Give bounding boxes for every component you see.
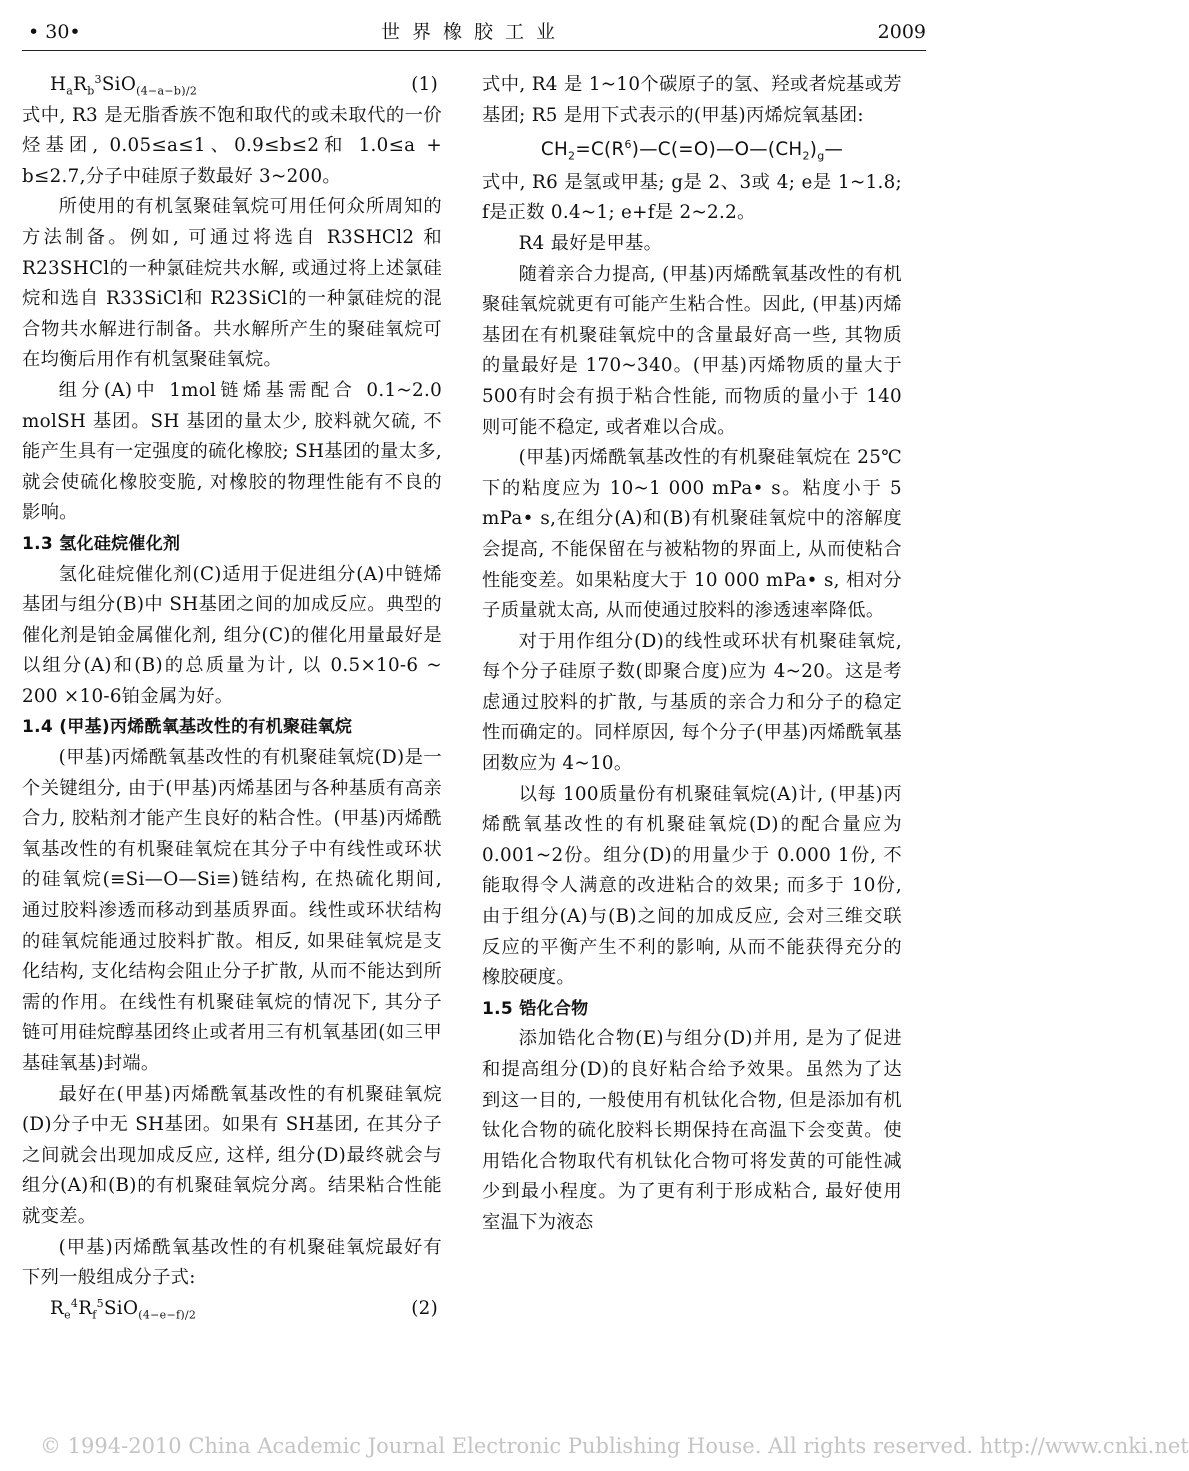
- formula-1: [22, 70, 442, 101]
- page-number: • 30•: [28, 21, 81, 43]
- page-header: [22, 14, 926, 51]
- paragraph: 组分(A)中 1mol链烯基需配合 0.1~2.0 molSH 基团。SH 基团的量太少, 胶料就欠硫, 不能产生具有一定强度的硫化橡胶; SH基团的量太多, 就会使硫化橡胶变脆, 对橡胶的物理性能有不良的影响。: [22, 379, 442, 524]
- paragraph: 最好在(甲基)丙烯酰氧基改性的有机聚硅氧烷(D)分子中无 SH基团。如果有 SH基团, 在其分子之间就会出现加成反应, 这样, 组分(D)最终就会与组分(A)和(B)的有机聚硅氧烷分离。结果粘合性能就变差。: [22, 1083, 442, 1227]
- formula-2: [22, 1294, 442, 1325]
- formula-2-expression: $R_e^4R_f^5SiO_{(4-e-f)/2}$: [50, 1296, 197, 1322]
- issue-year: 2009: [877, 21, 926, 43]
- paragraph: 添加锆化合物(E)与组分(D)并用, 是为了促进和提高组分(D)的良好粘合给予效果。虽然为了达到这一目的, 一般使用有机钛化合物, 但是添加有机钛化合物的硫化胶料长期保持在高温下会变黄。使用锆化合物取代有机钛化合物可将发黄的可能性减少到最小程度。为了更有利于形成粘合, 最好使用室温下为液态: [482, 1028, 902, 1233]
- journal-title: 世界橡胶工业: [380, 21, 567, 43]
- paragraph: 所使用的有机氢聚硅氧烷可用任何众所周知的方法制备。例如, 可通过将选自 R3SHCl2 和 R23SHCl的一种氯硅烷共水解, 或通过将上述氯硅烷和选自 R33SiCl和 R23SiCl的一种氯硅烷的混合物共水解进行制备。共水解所产生的聚硅氧烷可在均衡后用作有机氢聚硅氧烷。: [22, 196, 442, 371]
- section-heading-1-3: 1.3 氢化硅烷催化剂: [22, 533, 181, 554]
- section-heading-1-5: 1.5 锆化合物: [482, 998, 589, 1019]
- structural-formula: [482, 131, 902, 168]
- structural-formula-expression: $CH_2=C(R^6)—C(=O)—O—(CH_2)_g—$: [540, 138, 844, 163]
- formula-1-expression: $H_aR_b^3SiO_{(4-a-b)/2}$: [50, 72, 198, 98]
- formula-1-number: (1): [411, 74, 438, 95]
- paragraph: 随着亲合力提高, (甲基)丙烯酰氧基改性的有机聚硅氧烷就更有可能产生粘合性。因此, (甲基)丙烯基团在有机聚硅氧烷中的含量最好高一些, 其物质的量最好是 170~340。(甲基)丙烯物质的量大于 500有时会有损于粘合性能, 而物质的量小于 140则可能不稳定, 或者难以合成。: [482, 263, 902, 438]
- paragraph: 式中, R6 是氢或甲基; g是 2、3或 4; e是 1~1.8; f是正数 0.4~1; e+f是 2~2.2。: [482, 171, 902, 224]
- paragraph: 以每 100质量份有机聚硅氧烷(A)计, (甲基)丙烯酰氧基改性的有机聚硅氧烷(D)的配合量应为 0.001~2份。组分(D)的用量少于 0.000 1份, 不能取得令人满意的改进粘合的效果; 而多于 10份, 由于组分(A)与(B)之间的加成反应, 会对三维交联反应的平衡产生不利的影响, 从而不能获得充分的橡胶硬度。: [482, 783, 902, 989]
- paragraph: (甲基)丙烯酰氧基改性的有机聚硅氧烷最好有下列一般组成分子式:: [22, 1236, 442, 1289]
- paragraph: 式中, R3 是无脂香族不饱和取代的或未取代的一价烃基团, 0.05≤a≤1、0.9≤b≤2和 1.0≤a + b≤2.7,分子中硅原子数最好 3~200。: [22, 104, 442, 187]
- section-heading-1-4: 1.4 (甲基)丙烯酰氧基改性的有机聚硅氧烷: [22, 717, 353, 738]
- right-column: [482, 70, 902, 1239]
- copyright-watermark: © 1994-2010 China Academic Journal Electronic Publishing House. All rights reserved. http://www.cnki.net: [40, 1434, 1189, 1458]
- paragraph: R4 最好是甲基。: [518, 232, 663, 254]
- paragraph: 氢化硅烷催化剂(C)适用于促进组分(A)中链烯基团与组分(B)中 SH基团之间的加成反应。典型的催化剂是铂金属催化剂, 组分(C)的催化用量最好是以组分(A)和(B)的总质量为计, 以 0.5×10-6 ~ 200 ×10-6铂金属为好。: [22, 563, 442, 707]
- paragraph: 对于用作组分(D)的线性或环状有机聚硅氧烷, 每个分子硅原子数(即聚合度)应为 4~20。这是考虑通过胶料的扩散, 与基质的亲合力和分子的稳定性而确定的。同样原因, 每个分子(甲基)丙烯酰氧基团数应为 4~10。: [482, 630, 902, 775]
- paragraph: (甲基)丙烯酰氧基改性的有机聚硅氧烷(D)是一个关键组分, 由于(甲基)丙烯基团与各种基质有高亲合力, 胶粘剂才能产生良好的粘合性。(甲基)丙烯酰氧基改性的有机聚硅氧烷在其分子中有线性或环状的硅氧烷(≡Si—O—Si≡)链结构, 在热硫化期间, 通过胶料渗透而移动到基质界面。线性或环状结构的硅氧烷能通过胶料扩散。相反, 如果硅氧烷是支化结构, 支化结构会阻止分子扩散, 从而不能达到所需的作用。在线性有机聚硅氧烷的情况下, 其分子链可用硅烷醇基团终止或者用三有机氧基团(如三甲基硅氧基)封端。: [22, 747, 442, 1074]
- paragraph: (甲基)丙烯酰氧基改性的有机聚硅氧烷在 25℃下的粘度应为 10~1 000 mPa• s。粘度小于 5 mPa• s,在组分(A)和(B)有机聚硅氧烷中的溶解度会提高, 不能保留在与被粘物的界面上, 从而使粘合性能变差。如果粘度大于 10 000 mPa• s, 相对分子质量就太高, 从而使通过胶料的渗透速率降低。: [482, 447, 902, 622]
- left-column: [22, 70, 442, 1324]
- formula-2-number: (2): [411, 1297, 438, 1319]
- paragraph: 式中, R4 是 1~10个碳原子的氢、羟或者烷基或芳基团; R5 是用下式表示的(甲基)丙烯烷氧基团:: [482, 74, 902, 126]
